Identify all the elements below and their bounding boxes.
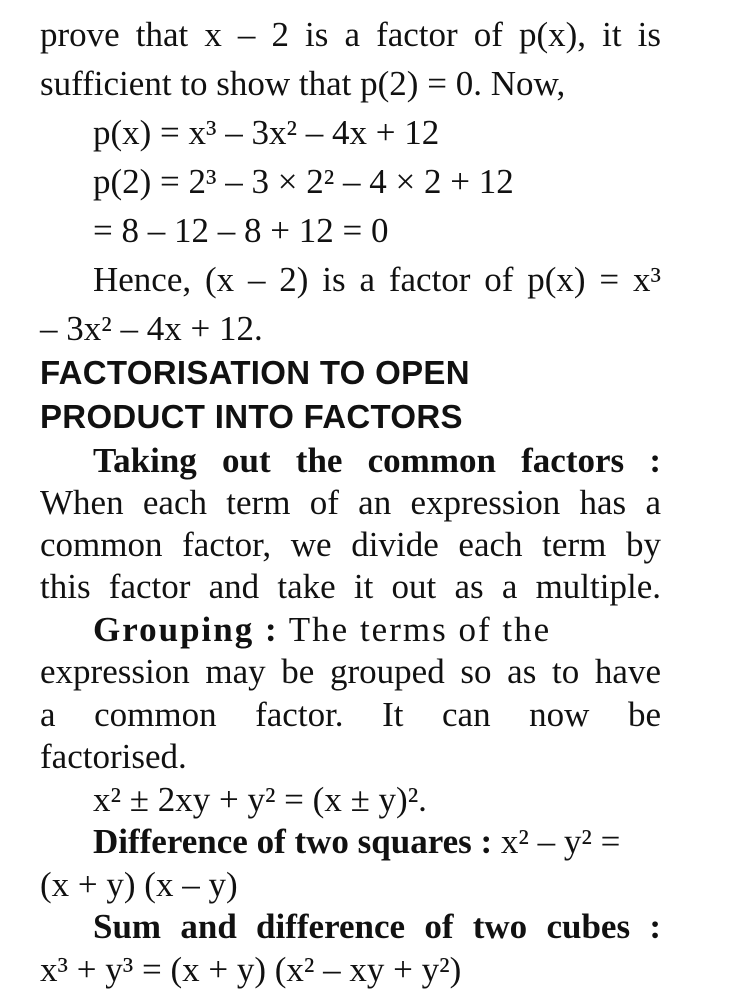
formula-line: x³ + y³ = (x + y) (x² – xy + y²) xyxy=(40,950,462,989)
subheading-grouping: Grouping : xyxy=(93,610,279,649)
text-line: a common factor. It can now be xyxy=(40,695,661,734)
equation-line: = 8 – 12 – 8 + 12 = 0 xyxy=(93,211,389,250)
text-span: x² – y² = xyxy=(492,822,621,861)
text-line: prove that x – 2 is a factor of p(x), it is xyxy=(40,15,661,54)
formula-line: (x + y) (x – y) xyxy=(40,865,238,904)
formula-line: x² ± 2xy + y² = (x ± y)². xyxy=(93,780,427,819)
text-line: factorised. xyxy=(40,737,187,776)
text-line: common factor, we divide each term by xyxy=(40,525,661,564)
subheading-sum-difference-cubes: Sum and difference of two cubes : xyxy=(93,907,661,946)
text-line: expression may be grouped so as to have xyxy=(40,652,661,691)
text-line: this factor and take it out as a multiple. xyxy=(40,567,661,606)
subheading-difference-squares: Difference of two squares : xyxy=(93,822,493,861)
grouping-line xyxy=(93,609,661,651)
section-heading: FACTORISATION TO OPEN xyxy=(40,354,470,391)
section-heading: PRODUCT INTO FACTORS xyxy=(40,398,463,435)
text-span: The terms of the xyxy=(278,610,552,649)
text-line: When each term of an expression has a xyxy=(40,483,661,522)
text-line: sufficient to show that p(2) = 0. Now, xyxy=(40,64,566,103)
equation-line: p(2) = 2³ – 3 × 2² – 4 × 2 + 12 xyxy=(93,162,514,201)
text-line: Hence, (x – 2) is a factor of p(x) = x³ xyxy=(93,260,661,299)
difference-squares-line xyxy=(93,821,661,863)
subheading-common-factors: Taking out the common factors : xyxy=(93,441,661,480)
equation-line: p(x) = x³ – 3x² – 4x + 12 xyxy=(93,113,440,152)
text-line: – 3x² – 4x + 12. xyxy=(40,309,263,348)
